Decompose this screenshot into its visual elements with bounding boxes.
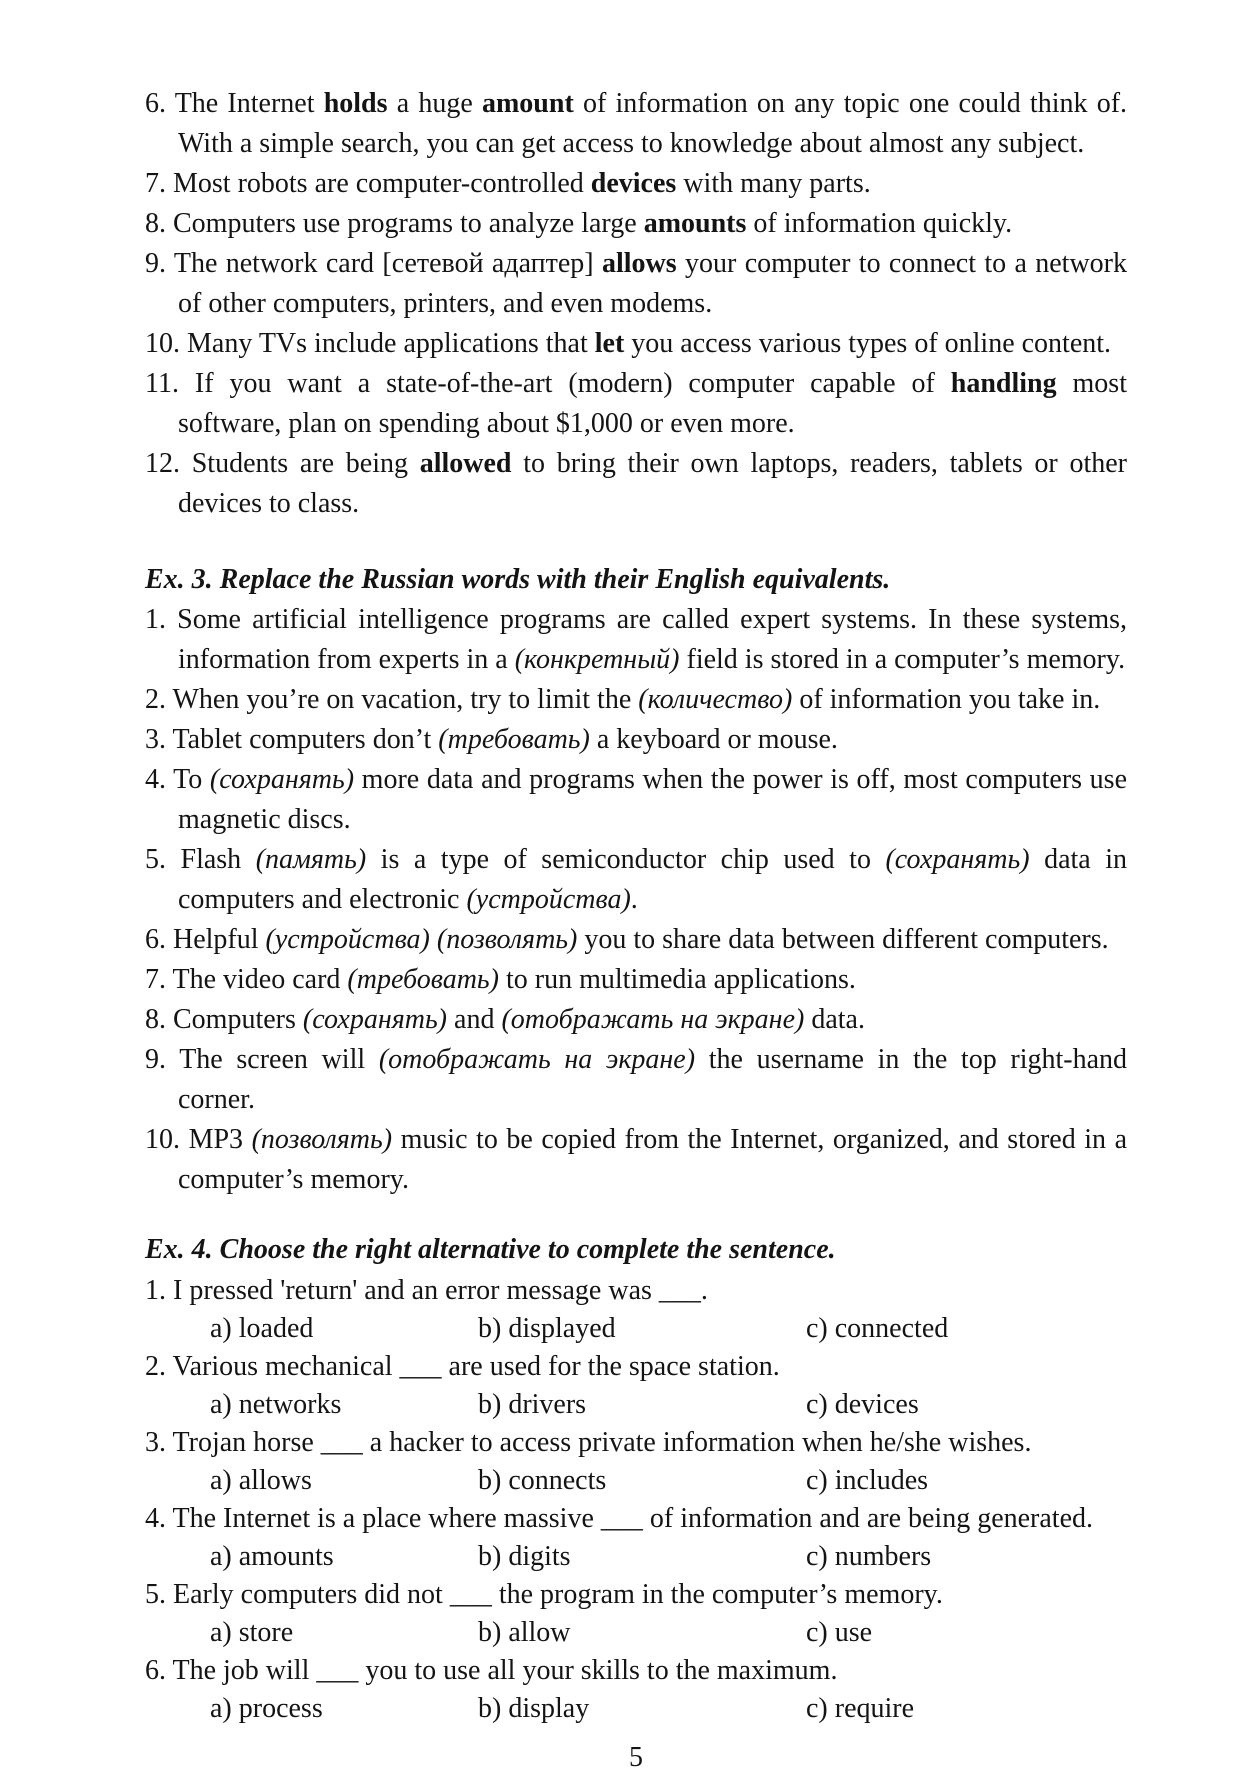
list-item <box>145 600 1127 680</box>
option: a) loaded <box>210 1313 314 1344</box>
item-number: 3. <box>145 724 166 755</box>
item-number: 9. <box>145 1044 166 1075</box>
item-number: 3. <box>145 1427 166 1458</box>
text-run: (сохранять) <box>885 844 1030 875</box>
text-run: Students are being <box>191 448 420 479</box>
item-number: 8. <box>145 1004 166 1035</box>
item-number: 2. <box>145 684 166 715</box>
text-run: of information you take in. <box>792 684 1101 715</box>
text-run: If you want a state-of-the-art (modern) computer capable of <box>194 368 951 399</box>
options-row <box>145 1462 1127 1500</box>
list-item <box>145 680 1127 720</box>
text-run: let <box>594 328 625 359</box>
text-run: the username in the top right-hand corner. <box>178 1044 1128 1115</box>
option: c) require <box>806 1693 915 1724</box>
text-run: Computers <box>173 1004 303 1035</box>
text-run: music to be copied from the Internet, organized, and stored in a computer’s memory. <box>178 1124 1128 1195</box>
list-item <box>145 324 1127 364</box>
option: b) allow <box>478 1617 571 1648</box>
item-number: 5. <box>145 1579 166 1610</box>
text-run: Most robots are computer-controlled <box>173 168 591 199</box>
text-run: and <box>447 1004 502 1035</box>
text-run: more data and programs when the power is off, most computers use magnetic discs. <box>178 764 1127 835</box>
text-run: Many TVs include applications that <box>187 328 595 359</box>
option: a) store <box>210 1617 294 1648</box>
exercise2-sentence-list <box>145 84 1127 524</box>
item-number: 11. <box>145 368 179 399</box>
option: b) display <box>478 1693 590 1724</box>
options-row <box>145 1386 1127 1424</box>
ex4-heading: Ex. 4. Choose the right alternative to complete the sentence. <box>145 1234 836 1265</box>
option: b) connects <box>478 1465 607 1496</box>
text-run: amount <box>481 88 574 119</box>
options-row <box>145 1538 1127 1576</box>
list-item <box>145 840 1127 920</box>
text-run: I pressed 'return' and an error message was ___. <box>173 1275 708 1306</box>
text-run: to run multimedia applications. <box>499 964 856 995</box>
option: b) drivers <box>478 1389 587 1420</box>
item-number: 5. <box>145 844 166 875</box>
list-item <box>145 760 1127 840</box>
list-item <box>145 444 1127 524</box>
list-item <box>145 1120 1127 1200</box>
option: a) amounts <box>210 1541 334 1572</box>
option: c) devices <box>806 1389 919 1420</box>
question-item <box>145 1576 1127 1614</box>
text-run: The job will ___ you to use all your skills to the maximum. <box>172 1655 838 1686</box>
text-run: Tablet computers don’t <box>172 724 439 755</box>
text-run: (устройства) <box>265 924 430 955</box>
text-run: (отображать на экране) <box>501 1004 805 1035</box>
text-run: To <box>173 764 210 795</box>
item-number: 4. <box>145 764 166 795</box>
ex3-sentence-list <box>145 600 1127 1200</box>
option: b) displayed <box>478 1313 616 1344</box>
text-run: (устройства) <box>466 884 631 915</box>
text-run: (позволять) <box>251 1124 393 1155</box>
options-row <box>145 1614 1127 1652</box>
options-row <box>145 1310 1127 1348</box>
text-run: with many parts. <box>676 168 871 199</box>
text-run: (позволять) <box>436 924 578 955</box>
list-item <box>145 364 1127 444</box>
text-run: holds <box>323 88 388 119</box>
text-run: (требовать) <box>347 964 499 995</box>
text-run: (сохранять) <box>302 1004 448 1035</box>
text-run: Trojan horse ___ a hacker to access private information when he/she wishes. <box>172 1427 1032 1458</box>
text-run: of information quickly. <box>746 208 1013 239</box>
list-item <box>145 720 1127 760</box>
option: a) process <box>210 1693 323 1724</box>
page-number: 5 <box>629 1742 643 1773</box>
text-run: (конкретный) <box>514 644 680 675</box>
text-run: to bring their own laptops, readers, tablets or other devices to class. <box>178 448 1128 519</box>
text-run: The screen will <box>179 1044 379 1075</box>
item-number: 4. <box>145 1503 166 1534</box>
text-run: Various mechanical ___ are used for the space station. <box>172 1351 780 1382</box>
text-run: (количество) <box>638 684 793 715</box>
text-run: The Internet is a place where massive ___ of information and are being generated. <box>172 1503 1094 1534</box>
item-number: 2. <box>145 1351 166 1382</box>
item-number: 7. <box>145 168 166 199</box>
item-number: 10. <box>145 328 180 359</box>
text-run: MP3 <box>188 1124 252 1155</box>
item-number: 6. <box>145 88 166 119</box>
item-number: 6. <box>145 1655 166 1686</box>
text-run: a keyboard or mouse. <box>589 724 838 755</box>
text-run: allows <box>601 248 677 279</box>
text-run: (память) <box>255 844 367 875</box>
item-number: 7. <box>145 964 166 995</box>
item-number: 12. <box>145 448 180 479</box>
text-run: (требовать) <box>438 724 590 755</box>
text-run: Flash <box>180 844 256 875</box>
option: c) numbers <box>806 1541 932 1572</box>
option: a) networks <box>210 1389 342 1420</box>
text-run: (сохранять) <box>209 764 355 795</box>
text-run: field is stored in a computer’s memory. <box>679 644 1126 675</box>
text-run: (отображать на экране) <box>378 1044 696 1075</box>
question-item <box>145 1348 1127 1386</box>
text-run: Early computers did not ___ the program in the computer’s memory. <box>173 1579 943 1610</box>
text-run: When you’re on vacation, try to limit the <box>172 684 639 715</box>
text-run: is a type of semiconductor chip used to <box>366 844 886 875</box>
text-run: The video card <box>172 964 348 995</box>
text-run: The Internet <box>174 88 324 119</box>
item-number: 9. <box>145 248 166 279</box>
page-content <box>145 84 1127 1778</box>
list-item <box>145 1040 1127 1120</box>
option: c) connected <box>806 1313 949 1344</box>
list-item <box>145 164 1127 204</box>
question-item <box>145 1272 1127 1310</box>
text-run: The network card [сетевой адаптер] <box>173 248 602 279</box>
list-item <box>145 960 1127 1000</box>
option: c) use <box>806 1617 873 1648</box>
text-run: of information on any topic one could think of. With a simple search, you can get access to knowledge about almost any subject. <box>178 88 1128 159</box>
text-run: handling <box>950 368 1057 399</box>
options-row <box>145 1690 1127 1728</box>
text-run: your computer to connect to a network of other computers, printers, and even modems. <box>178 248 1127 319</box>
item-number: 1. <box>145 1275 166 1306</box>
question-item <box>145 1652 1127 1690</box>
option: c) includes <box>806 1465 929 1496</box>
ex4-question-list <box>145 1272 1127 1728</box>
text-run: data. <box>804 1004 865 1035</box>
text-run: you access various types of online content. <box>624 328 1112 359</box>
option: a) allows <box>210 1465 312 1496</box>
text-run: most software, plan on spending about $1,000 or even more. <box>178 368 1127 439</box>
list-item <box>145 244 1127 324</box>
text-run: . <box>630 884 638 915</box>
ex3-heading: Ex. 3. Replace the Russian words with their English equivalents. <box>145 564 891 595</box>
item-number: 6. <box>145 924 166 955</box>
text-run: Helpful <box>173 924 266 955</box>
text-run: data in computers and electronic <box>178 844 1127 915</box>
list-item <box>145 920 1127 960</box>
option: b) digits <box>478 1541 571 1572</box>
question-item <box>145 1500 1127 1538</box>
text-run: Some artificial intelligence programs are called expert systems. In these systems, information from experts in a <box>177 604 1128 675</box>
list-item <box>145 1000 1127 1040</box>
text-run: you to share data between different computers. <box>577 924 1109 955</box>
text-run: Computers use programs to analyze large <box>173 208 644 239</box>
text-run: allowed <box>419 448 512 479</box>
question-item <box>145 1424 1127 1462</box>
text-run: amounts <box>643 208 747 239</box>
item-number: 1. <box>145 604 166 635</box>
text-run: devices <box>590 168 677 199</box>
list-item <box>145 84 1127 164</box>
list-item <box>145 204 1127 244</box>
text-run <box>430 924 437 955</box>
text-run: a huge <box>387 88 482 119</box>
item-number: 8. <box>145 208 166 239</box>
item-number: 10. <box>145 1124 180 1155</box>
